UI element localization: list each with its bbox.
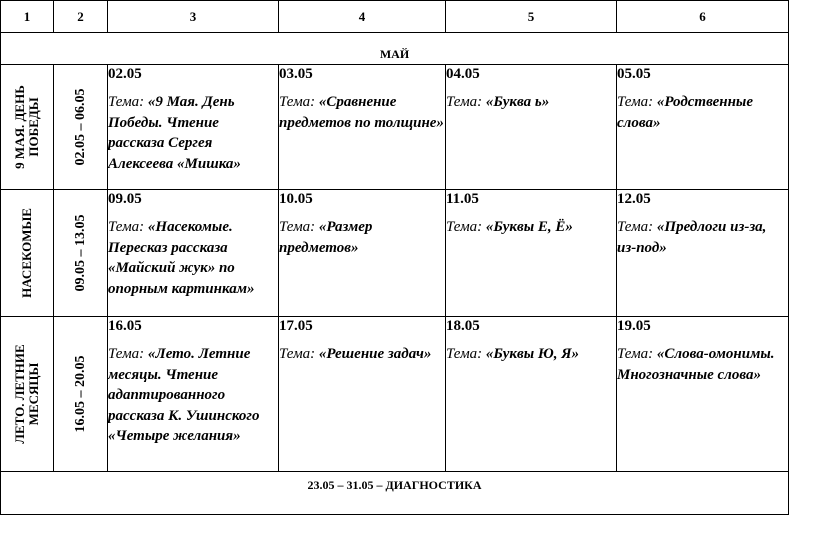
day-date: 17.05 (279, 318, 313, 334)
day-topic (446, 92, 616, 113)
column-number: 6 (617, 1, 789, 33)
column-number-row (1, 1, 789, 33)
week-theme-line: ПОБЕДЫ (26, 97, 41, 157)
topic-label: Тема: (279, 346, 319, 362)
day-date: 10.05 (279, 191, 313, 207)
day-date: 11.05 (446, 191, 479, 207)
week-theme-line: НАСЕКОМЫЕ (19, 208, 34, 298)
month-row (1, 33, 789, 65)
day-date: 05.05 (617, 66, 651, 82)
day-topic (446, 344, 616, 365)
week-theme-line: ЛЕТО. ЛЕТНИЕ (12, 344, 27, 444)
day-topic (279, 92, 445, 133)
week-theme (20, 208, 34, 298)
topic-title: «Слова-омонимы. Многозначные слова» (617, 346, 775, 383)
topic-label: Тема: (617, 94, 657, 110)
week-range-cell (54, 190, 108, 317)
topic-title: «Буквы Е, Ё» (485, 219, 573, 235)
day-topic (108, 344, 278, 447)
day-cell (108, 317, 279, 472)
day-date: 04.05 (446, 66, 480, 82)
month-title: МАЙ (1, 33, 789, 65)
topic-label: Тема: (446, 346, 486, 362)
day-topic (279, 344, 445, 365)
topic-title: «9 Мая. День Победы. Чтение рассказа Сергея Алексеева «Мишка» (108, 94, 241, 172)
topic-label: Тема: (108, 346, 148, 362)
day-date: 12.05 (617, 191, 651, 207)
week-range: 02.05 – 06.05 (72, 88, 88, 166)
day-date: 03.05 (279, 66, 313, 82)
day-date: 09.05 (108, 191, 142, 207)
topic-label: Тема: (279, 219, 319, 235)
week-theme (13, 344, 41, 443)
topic-title: «Родственные слова» (617, 94, 753, 131)
day-cell (108, 190, 279, 317)
week-range: 16.05 – 20.05 (72, 355, 88, 433)
day-cell (446, 65, 617, 190)
day-topic (279, 217, 445, 258)
topic-title: «Сравнение предметов по толщине» (279, 94, 444, 131)
week-row (1, 190, 789, 317)
column-number: 1 (1, 1, 54, 33)
column-number: 3 (108, 1, 279, 33)
day-cell (446, 190, 617, 317)
topic-label: Тема: (279, 94, 319, 110)
day-cell (279, 190, 446, 317)
day-topic (108, 217, 278, 299)
day-date: 18.05 (446, 318, 480, 334)
day-topic (108, 92, 278, 174)
topic-label: Тема: (617, 219, 657, 235)
day-cell (108, 65, 279, 190)
topic-title: «Буквы Ю, Я» (485, 346, 580, 362)
topic-label: Тема: (446, 219, 486, 235)
week-theme-cell (1, 190, 54, 317)
footer-row (1, 472, 789, 515)
week-range: 09.05 – 13.05 (72, 214, 88, 292)
day-topic (617, 92, 788, 133)
day-cell (617, 65, 789, 190)
day-cell (617, 317, 789, 472)
week-theme-cell (1, 65, 54, 190)
column-number: 2 (54, 1, 108, 33)
topic-label: Тема: (108, 94, 148, 110)
week-range-cell (54, 65, 108, 190)
topic-title: «Решение задач» (318, 346, 432, 362)
week-theme-line: МЕСЯЦЫ (26, 362, 41, 426)
column-number: 4 (279, 1, 446, 33)
week-theme (13, 85, 41, 169)
day-date: 16.05 (108, 318, 142, 334)
column-number: 5 (446, 1, 617, 33)
day-cell (279, 65, 446, 190)
topic-label: Тема: (617, 346, 657, 362)
topic-title: «Размер предметов» (279, 219, 373, 256)
diagnostics-footer: 23.05 – 31.05 – ДИАГНОСТИКА (1, 472, 789, 515)
day-topic (617, 217, 788, 258)
topic-title: «Лето. Летние месяцы. Чтение адаптированного рассказа К. Ушинского «Четыре желания» (108, 346, 260, 444)
day-topic (446, 217, 616, 238)
day-topic (617, 344, 788, 385)
day-date: 02.05 (108, 66, 142, 82)
topic-title: «Буква ь» (485, 94, 550, 110)
day-cell (279, 317, 446, 472)
day-cell (446, 317, 617, 472)
topic-label: Тема: (108, 219, 148, 235)
topic-title: «Предлоги из-за, из-под» (617, 219, 767, 256)
week-range-cell (54, 317, 108, 472)
topic-label: Тема: (446, 94, 486, 110)
topic-title: «Насекомые. Пересказ рассказа «Майский жук» по опорным картинкам» (108, 219, 255, 297)
week-row (1, 317, 789, 472)
week-theme-cell (1, 317, 54, 472)
day-cell (617, 190, 789, 317)
week-row (1, 65, 789, 190)
week-theme-line: 9 МАЯ. ДЕНЬ (12, 85, 27, 169)
day-date: 19.05 (617, 318, 651, 334)
